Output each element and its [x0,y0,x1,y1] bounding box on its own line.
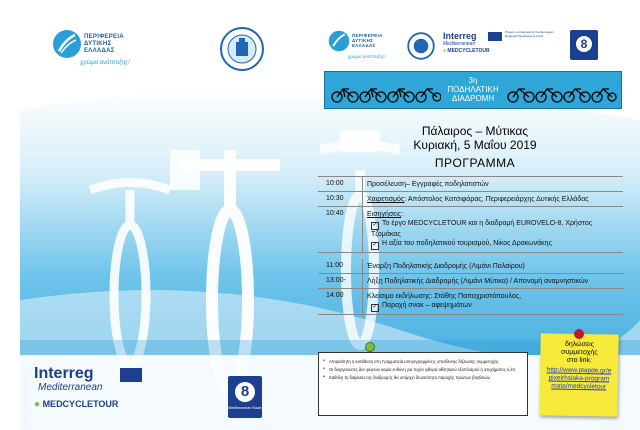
schedule-row [318,207,623,253]
bike-logo-icon: ● [34,399,41,410]
medcycletour-bottom-label [34,397,164,412]
schedule-time: 10:00 [326,180,344,187]
right-region-name-line1: ΠΕΡΙΦΕΡΕΙΑ [352,33,383,38]
schedule-time: 11:00 [326,262,343,269]
route-title-line2: ΔΙΑΔΡΟΜΗ [451,94,495,103]
sticky-line1: δηλώσεις [564,340,595,349]
schedule-time: 10:40 [326,210,344,217]
route-title-line1: ΠΟΔΗΛΑΤΙΚΗ [447,85,499,94]
banner-bicycles-right-icon [507,84,617,104]
schedule-text: : Απόστολος Κατσιφάρας, Περιφερειάρχης Δυτικής Ελλάδας [404,196,589,203]
interreg-bottom-title: Interreg [34,365,94,382]
registration-link[interactable]: http://www.ptapde.gr/epixeirhsiaka-programmata/medcycletour [546,366,612,391]
interreg-bottom-mediterranean: Mediterranean [38,382,103,393]
eu-cofinance-note: Project co-financed by the European Regional Development Fund [505,30,554,38]
eurovelo-bottom-number: 8 [235,382,255,402]
event-place: Πάλαιρος – Μύτικας [421,124,529,138]
schedule-label: Εισηγήσεις [367,211,402,218]
schedule-text: Κλείσιμο εκδήλωσης: Στάθης Παπαχριστόπουλος, [367,293,522,300]
eurovelo-bottom-caption: Mediterranean Route [228,406,262,410]
schedule-table [318,176,623,315]
region-name-line1: ΠΕΡΙΦΕΡΕΙΑ [84,34,124,40]
checkbox-icon: ✓ [372,304,378,310]
right-region-name-line3: ΕΛΛΑΔΑΣ [352,43,376,48]
eurovelo-badge-number: 8 [576,36,592,52]
schedule-row [318,289,623,315]
schedule-time: 10:30 [326,195,344,202]
schedule-subitem: Η αξία του ποδηλατικού τουρισμού, Νίκος Δρακωνάκης [382,240,552,247]
schedule-row [318,192,623,207]
schedule-text: : [401,211,404,218]
banner-bicycles-left-icon [331,84,441,104]
schedule-time: 13:00- [326,277,346,284]
note-item: • Καθόλη τη διάρκεια της διαδρομής θα υπάρχει δυνατότητα παροχής πρώτων βοηθειών. [329,375,523,380]
red-pin-icon [574,329,584,339]
schedule-time: 14:00 [326,292,344,299]
registration-sticky-note [539,333,618,416]
program-title: ΠΡΟΓΡΑΜΜΑ [434,156,516,170]
schedule-row [318,259,623,274]
sticky-line2: συμμετοχής [561,348,598,357]
eurovelo-8-badge-header [570,30,598,60]
region-name-line2: ΔΥΤΙΚΗΣ [84,41,112,47]
medcycletour-header-label [443,47,533,55]
schedule-subitem: Το έργο MEDCYCLETOUR και η διαδρομή EUROVELO-8, Χρήστος Τζομάκας [371,220,593,238]
region-logo-left [52,29,162,69]
checkbox-icon: ✓ [372,242,378,248]
region-slogan: χρώμα ανάπτυξης! [80,60,130,66]
interreg-header-mediterranean: Mediterranean [443,41,476,47]
region-logo-right-icon [328,30,350,52]
interreg-header-title: Interreg [443,31,477,41]
route-ordinal: 3η [468,76,478,85]
right-region-name-line2: ΔΥΤΙΚΗΣ [352,38,374,43]
region-logo-right [328,30,403,64]
note-item: • Οι διοργανωτές δεν φέρουν καμία ευθύνη για τυχόν φθορά αθλητικού εξοπλισμού ή ατυχήματος κ.λπ. [329,367,523,372]
region-name-line3: ΕΛΛΑΔΑΣ [84,48,115,54]
eurovelo-8-badge-bottom [228,376,262,418]
schedule-label: Χαιρετισμός [367,196,405,203]
schedule-row [318,274,623,289]
note-item: • Απαραίτητη η κατάθεση στη Γραμματεία υπογεγραμμένης υπεύθυνης δήλωσης συμμετοχής. [329,359,523,364]
medcycletour-bottom-text: MEDCYCLETOUR [42,399,119,409]
eu-flag-icon [488,32,502,41]
sticky-line3: στο link: [566,356,592,365]
schedule-text: Λήξη Ποδηλατικής Διαδρομής (Λιμάνι Μύτικα) / Απονομή αναμνηστικών [367,278,589,285]
bike-small-icon: ● [443,48,447,54]
event-date: Κυριακή, 5 Μαΐου 2019 [413,138,537,152]
schedule-row [318,177,623,192]
notes-box [318,352,528,416]
schedule-text: Προσέλευση– Εγγραφές ποδηλατιστών [367,181,489,188]
right-seal-icon [407,32,435,60]
interreg-bottom-logo [34,366,164,422]
region-logo-icon [52,29,82,59]
checkbox-icon: ✓ [372,222,378,228]
municipal-seal-icon [219,26,265,72]
route-banner [324,71,622,109]
schedule-text: Έναρξη Ποδηλατικής Διαδρομής (Λιμάνι Παλαίρου) [367,263,525,270]
right-region-slogan: χρώμα ανάπτυξης! [348,54,386,59]
schedule-subitem: Παροχή σνακ – αφεψημάτων [382,302,472,309]
eu-flag-bottom-icon [120,368,142,382]
medcycletour-header-text: MEDCYCLETOUR [447,48,490,54]
